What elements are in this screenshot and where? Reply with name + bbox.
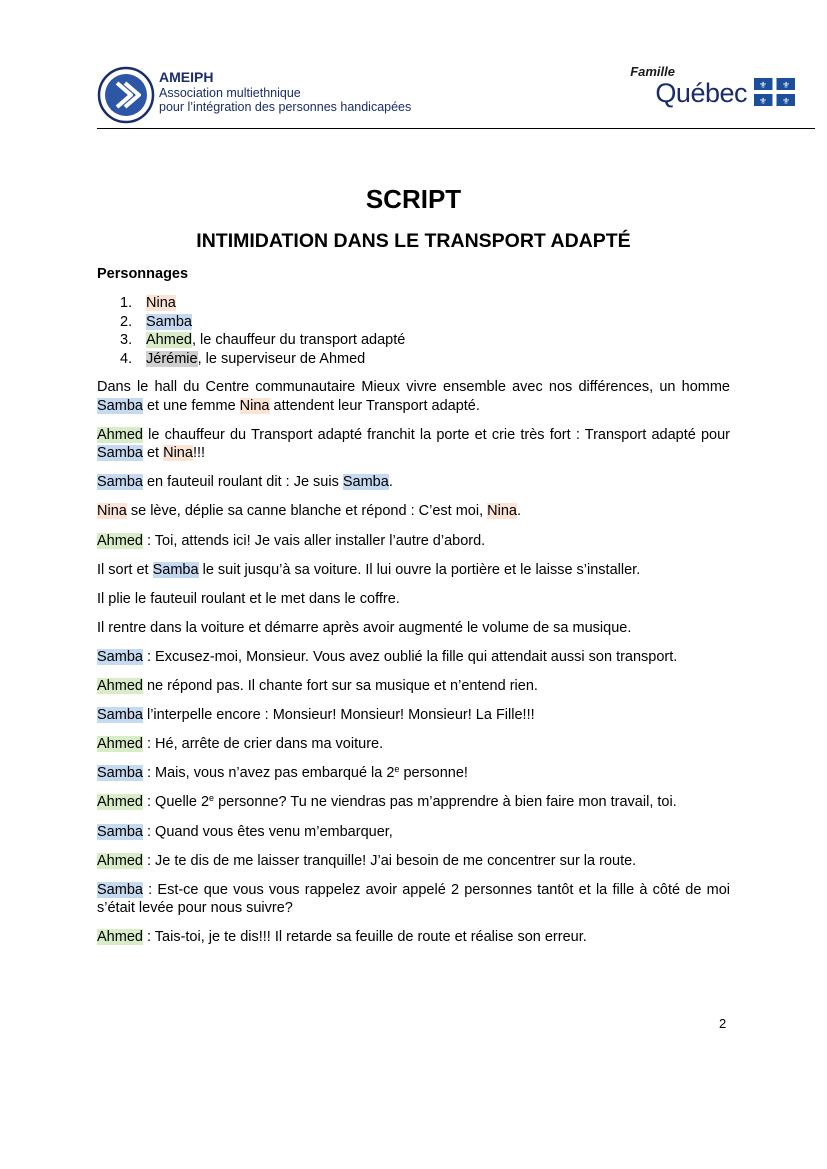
- script-paragraph: [97, 532, 730, 551]
- character-item: [120, 331, 405, 350]
- script-paragraph: [97, 735, 730, 754]
- script-paragraph: [97, 473, 730, 492]
- character-mention: Ahmed: [97, 736, 143, 753]
- script-body: [97, 378, 730, 957]
- character-mention: Samba: [152, 561, 199, 578]
- svg-text:⚜: ⚜: [758, 97, 768, 106]
- script-paragraph: [97, 793, 730, 812]
- character-name: Nina: [146, 295, 176, 311]
- paragraph-text: le suit jusqu’à sa voiture. Il lui ouvre la portière et le laisse s’installer.: [198, 561, 641, 578]
- paragraph-text: Il sort et: [97, 561, 153, 578]
- character-description: , le chauffeur du transport adapté: [191, 332, 406, 348]
- paragraph-text: l’interpelle encore : Monsieur! Monsieur! Monsieur! La Fille!!!: [142, 707, 535, 724]
- paragraph-text: personne!: [399, 765, 468, 782]
- paragraph-text: : Excusez-moi, Monsieur. Vous avez oublié la fille qui attendait aussi son transport.: [142, 648, 678, 665]
- character-number: 4.: [120, 350, 133, 367]
- script-paragraph: [97, 764, 730, 783]
- character-item: [120, 294, 405, 313]
- character-number: 1.: [120, 295, 133, 311]
- characters-list: [120, 294, 405, 368]
- character-name: Ahmed: [146, 332, 192, 348]
- character-mention: Samba: [97, 474, 143, 491]
- character-item: [120, 313, 405, 332]
- character-mention: Ahmed: [97, 426, 143, 443]
- quebec-flag-icon: [754, 78, 795, 106]
- script-paragraph: [97, 823, 730, 842]
- paragraph-text: : Quelle 2: [142, 794, 210, 811]
- character-name: Jérémie: [146, 350, 198, 367]
- superscript: e: [394, 764, 400, 775]
- paragraph-text: !!!: [192, 445, 206, 462]
- character-item: [120, 350, 405, 369]
- character-mention: Ahmed: [97, 532, 143, 549]
- script-paragraph: [97, 590, 730, 609]
- character-mention: Samba: [97, 765, 143, 782]
- script-paragraph: [97, 706, 730, 725]
- organization-description-line1: Association multiethnique: [159, 86, 301, 100]
- paragraph-text: : Toi, attends ici! Je vais aller installer l’autre d’abord.: [142, 532, 486, 549]
- paragraph-text: Il rentre dans la voiture et démarre après avoir augmenté le volume de sa musique.: [97, 619, 632, 636]
- svg-text:⚜: ⚜: [781, 81, 791, 91]
- character-mention: Samba: [97, 823, 143, 840]
- paragraph-text: : Hé, arrête de crier dans ma voiture.: [142, 736, 384, 753]
- script-paragraph: [97, 677, 730, 696]
- paragraph-text: personne? Tu ne viendras pas m’apprendre à bien faire mon travail, toi.: [214, 794, 677, 811]
- ameiph-logo-icon: [97, 66, 155, 124]
- character-mention: Samba: [97, 881, 143, 898]
- quebec-logo: [620, 64, 805, 114]
- character-description: , le superviseur de Ahmed: [197, 350, 366, 367]
- paragraph-text: .: [516, 503, 521, 520]
- script-paragraph: [97, 561, 730, 580]
- character-mention: Ahmed: [97, 852, 143, 869]
- character-mention: Ahmed: [97, 794, 143, 811]
- paragraph-text: : Quand vous êtes venu m’embarquer,: [142, 823, 393, 840]
- character-mention: Samba: [97, 648, 143, 665]
- script-paragraph: [97, 648, 730, 667]
- character-mention: Samba: [342, 474, 389, 491]
- character-name: Samba: [146, 313, 192, 330]
- character-mention: Nina: [487, 503, 517, 520]
- character-number: 2.: [120, 313, 133, 330]
- page-header: [97, 62, 815, 130]
- character-number: 3.: [120, 332, 133, 348]
- paragraph-text: en fauteuil roulant dit : Je suis: [142, 474, 343, 491]
- paragraph-text: le chauffeur du Transport adapté franchit la porte et crie très fort : Transport adapté pour: [142, 426, 730, 443]
- paragraph-text: se lève, déplie sa canne blanche et répond : C’est moi,: [126, 503, 488, 520]
- svg-text:⚜: ⚜: [781, 97, 791, 106]
- organization-block: [159, 68, 411, 114]
- superscript: e: [209, 793, 215, 804]
- organization-description-line2: pour l’intégration des personnes handicapées: [159, 100, 412, 114]
- government-name: Québec: [655, 78, 747, 108]
- script-paragraph: [97, 881, 730, 918]
- paragraph-text: Il plie le fauteuil roulant et le met dans le coffre.: [97, 590, 400, 607]
- character-mention: Ahmed: [97, 678, 143, 695]
- svg-text:⚜: ⚜: [758, 81, 768, 91]
- paragraph-text: Dans le hall du Centre communautaire Mieux vivre ensemble avec nos différences, un homme: [97, 379, 730, 395]
- page-number: 2: [719, 1016, 727, 1031]
- ministry-label: Famille: [630, 64, 675, 79]
- characters-heading: Personnages: [97, 266, 189, 282]
- script-paragraph: [97, 426, 730, 463]
- document-title: SCRIPT: [365, 184, 462, 214]
- character-mention: Samba: [97, 707, 143, 724]
- paragraph-text: : Mais, vous n’avez pas embarqué la 2: [142, 765, 395, 782]
- character-mention: Nina: [239, 397, 270, 414]
- character-mention: Samba: [97, 445, 143, 462]
- character-mention: Ahmed: [97, 929, 143, 946]
- document-subtitle: INTIMIDATION DANS LE TRANSPORT ADAPTÉ: [196, 230, 631, 252]
- character-mention: Samba: [97, 397, 143, 414]
- paragraph-text: ne répond pas. Il chante fort sur sa musique et n’entend rien.: [142, 678, 538, 695]
- paragraph-text: : Tais-toi, je te dis!!! Il retarde sa feuille de route et réalise son erreur.: [142, 929, 587, 946]
- paragraph-text: attendent leur Transport adapté.: [269, 397, 480, 414]
- paragraph-text: : Est-ce que vous vous rappelez avoir appelé 2 personnes tantôt et la fille à côté de moi s’était levée pour nous suivre?: [97, 881, 730, 917]
- script-paragraph: [97, 852, 730, 871]
- character-mention: Nina: [163, 445, 193, 462]
- script-paragraph: [97, 928, 730, 947]
- script-paragraph: [97, 378, 730, 415]
- header-divider: [97, 128, 815, 129]
- script-paragraph: [97, 619, 730, 638]
- character-mention: Nina: [97, 503, 127, 520]
- paragraph-text: .: [388, 474, 393, 491]
- paragraph-text: et: [142, 445, 164, 462]
- script-paragraph: [97, 502, 730, 521]
- organization-name: AMEIPH: [159, 69, 214, 85]
- paragraph-text: et une femme: [142, 397, 240, 414]
- paragraph-text: : Je te dis de me laisser tranquille! J’ai besoin de me concentrer sur la route.: [142, 852, 637, 869]
